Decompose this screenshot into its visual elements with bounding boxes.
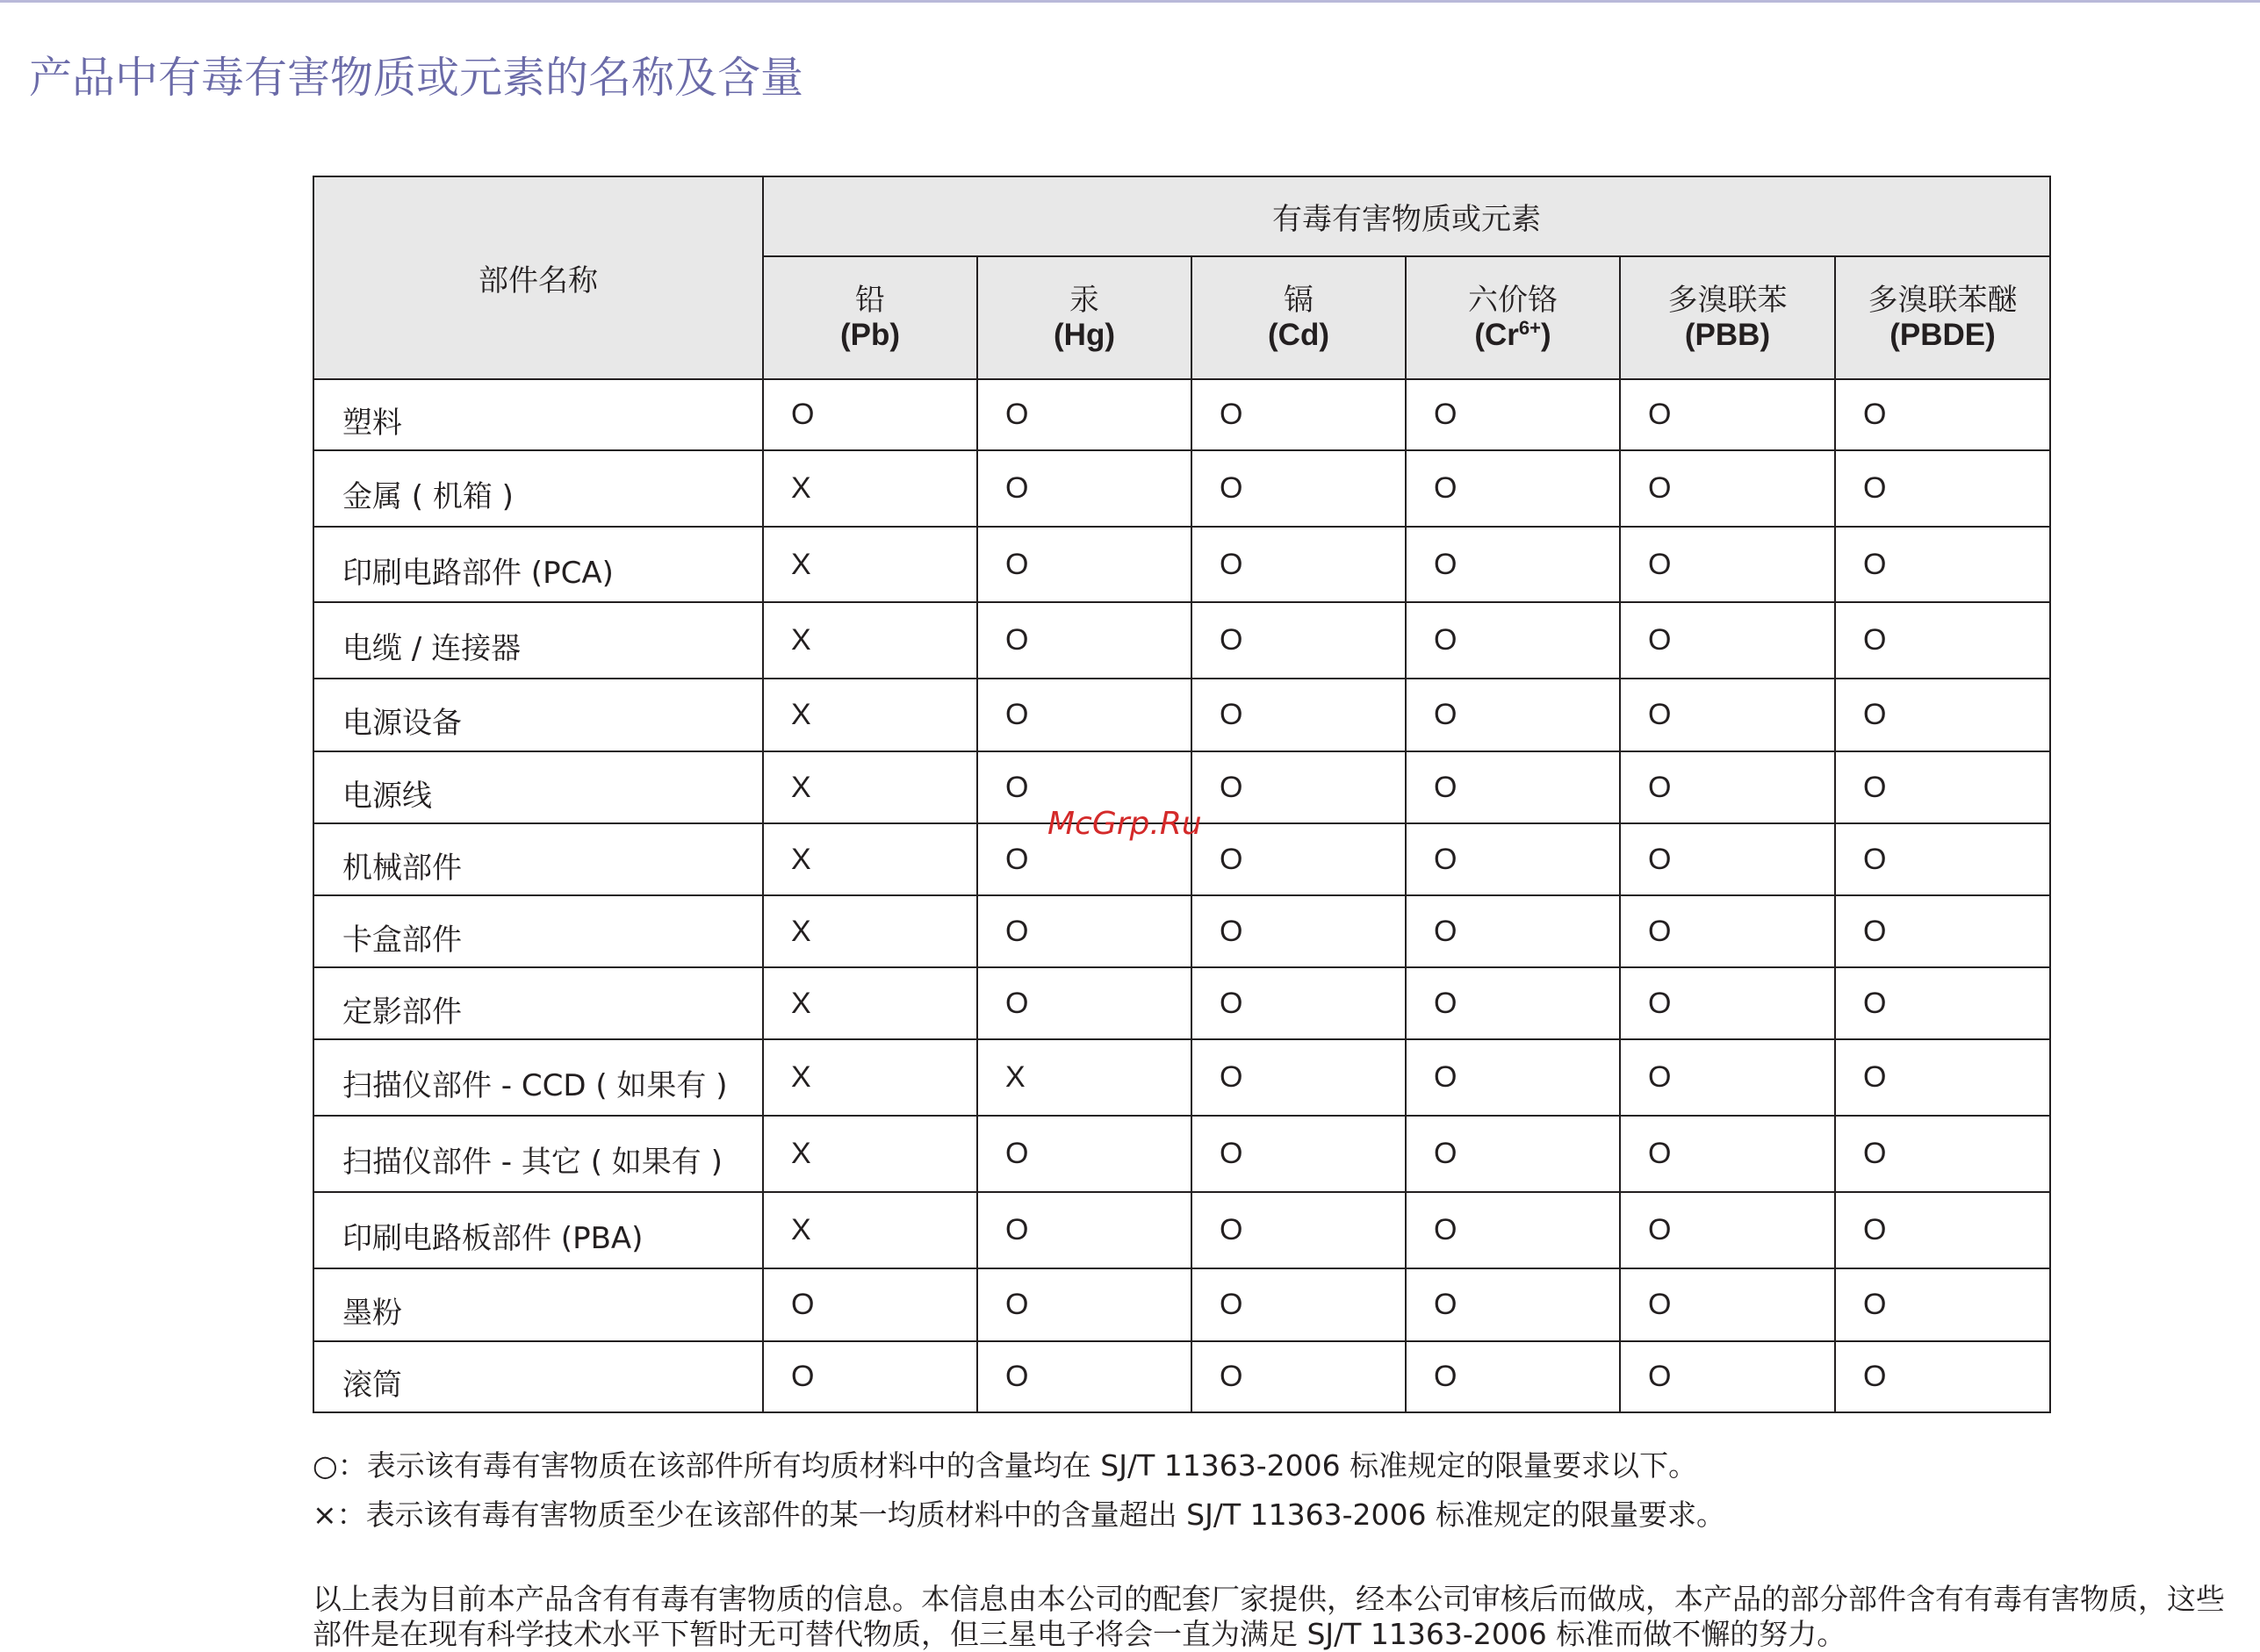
substance-symbol-text: (Cr [1474,318,1519,352]
substance-value-cell: O [977,450,1191,527]
substance-value-cell: O [1406,1341,1620,1412]
substance-name: 镉 [1284,283,1314,318]
part-name-cell: 扫描仪部件 - CCD ( 如果有 ) [313,1039,763,1116]
part-name-cell: 扫描仪部件 - 其它 ( 如果有 ) [313,1116,763,1192]
substance-value-cell: X [763,895,977,967]
substance-value-cell: X [763,1116,977,1192]
substance-value-cell: O [1191,450,1406,527]
substance-value-cell: O [1835,379,2050,450]
substance-value-cell: O [1835,751,2050,823]
substance-value-cell: O [1406,823,1620,895]
substance-value-cell: O [1191,895,1406,967]
substance-value-cell: O [1835,450,2050,527]
part-name-cell: 电源线 [313,751,763,823]
table-row [313,379,2050,450]
substance-value-cell: O [1620,1192,1835,1268]
table-body [313,379,2050,1412]
substance-value-cell: O [1620,967,1835,1039]
table-row [313,1268,2050,1341]
substance-value-cell: O [1835,527,2050,602]
disclaimer-paragraph: 以上表为目前本产品含有有毒有害物质的信息。本信息由本公司的配套厂家提供，经本公司审核后而做成，本产品的部分部件含有有毒有害物质，这些部件是在现有科学技术水平下暂时无可替代物质，但三星电子将会一直为满足 SJ/T 11363-2006 标准而做不懈的努力。 [313,1582,2225,1651]
substance-value-cell: X [763,823,977,895]
substance-symbol [1407,318,1619,353]
substance-value-cell: O [977,1268,1191,1341]
substance-value-cell: X [763,527,977,602]
substance-value-cell: O [977,679,1191,751]
table-row [313,450,2050,527]
substance-value-cell: O [1191,602,1406,679]
substance-value-cell: X [763,751,977,823]
part-name-cell: 墨粉 [313,1268,763,1341]
substance-symbol-tail: ) [1541,318,1551,352]
substance-symbol-superscript: 6+ [1518,317,1541,339]
substance-value-cell: O [977,751,1191,823]
substance-value-cell: O [1406,1116,1620,1192]
substance-name: 铅 [855,283,885,318]
substance-value-cell: O [1191,379,1406,450]
substance-symbol [1836,318,2049,353]
substance-name: 多溴联苯醚 [1868,283,2018,318]
substance-symbol-text: (Cd) [1268,318,1329,352]
table-row [313,1192,2050,1268]
substance-value-cell: O [1620,527,1835,602]
part-name-cell: 印刷电路部件 (PCA) [313,527,763,602]
part-name-cell: 塑料 [313,379,763,450]
substance-value-cell: O [1835,895,2050,967]
substance-value-cell: O [1191,1192,1406,1268]
substance-value-cell: O [977,895,1191,967]
substance-value-cell: O [1406,379,1620,450]
substance-value-cell: O [763,1268,977,1341]
table-row [313,527,2050,602]
substance-value-cell: O [977,1192,1191,1268]
substance-value-cell: O [1620,679,1835,751]
substance-value-cell: O [1191,1039,1406,1116]
substance-value-cell: O [1191,967,1406,1039]
substance-value-cell: X [763,679,977,751]
substance-header [1835,256,2050,379]
watermark-text: McGrp.Ru [1047,806,1202,842]
part-name-cell: 电缆 / 连接器 [313,602,763,679]
part-name-cell: 滚筒 [313,1341,763,1412]
substance-value-cell: O [1406,751,1620,823]
substance-name: 多溴联苯 [1667,283,1788,318]
substance-value-cell: O [1406,679,1620,751]
substance-value-cell: O [1835,679,2050,751]
part-name-cell: 机械部件 [313,823,763,895]
substance-value-cell: O [1835,1341,2050,1412]
substance-value-cell: O [1835,1039,2050,1116]
substance-header [1191,256,1406,379]
table-row [313,1039,2050,1116]
substance-value-cell: O [1835,1192,2050,1268]
table-row [313,1341,2050,1412]
substance-name: 汞 [1069,283,1099,318]
substance-symbol-text: (PBDE) [1889,318,1996,352]
table-row [313,895,2050,967]
substance-value-cell: O [1835,823,2050,895]
substance-value-cell: O [977,967,1191,1039]
substance-symbol [1621,318,1834,353]
substance-value-cell: O [1406,527,1620,602]
substance-header [763,256,977,379]
substance-value-cell: O [1406,1192,1620,1268]
substance-value-cell: O [763,379,977,450]
substance-header [1620,256,1835,379]
substance-value-cell: O [1620,602,1835,679]
table-row [313,679,2050,751]
substance-value-cell: O [1835,1116,2050,1192]
substance-symbol-text: (PBB) [1684,318,1771,352]
note-cross-legend: ×：表示该有毒有害物质至少在该部件的某一均质材料中的含量超出 SJ/T 11363-2006 标准规定的限量要求。 [313,1498,1725,1532]
substance-symbol-text: (Pb) [839,318,901,352]
table-row [313,602,2050,679]
top-rule [0,0,2260,3]
substance-value-cell: O [1835,1268,2050,1341]
substance-value-cell: O [1406,450,1620,527]
substance-value-cell: O [977,379,1191,450]
substance-symbol [1192,318,1405,353]
part-name-cell: 印刷电路板部件 (PBA) [313,1192,763,1268]
substance-value-cell: O [1191,823,1406,895]
note-circle-legend: ○：表示该有毒有害物质在该部件所有均质材料中的含量均在 SJ/T 11363-2006 标准规定的限量要求以下。 [313,1448,1698,1483]
substance-value-cell: O [977,823,1191,895]
part-name-cell: 定影部件 [313,967,763,1039]
substance-value-cell: O [1406,1268,1620,1341]
substance-value-cell: O [977,1341,1191,1412]
substance-value-cell: O [977,527,1191,602]
substance-header [977,256,1191,379]
substance-value-cell: X [763,1039,977,1116]
substance-value-cell: X [977,1039,1191,1116]
substance-value-cell: O [1620,1039,1835,1116]
table-row [313,967,2050,1039]
substance-value-cell: O [1620,823,1835,895]
part-name-header: 部件名称 [313,176,763,379]
substance-value-cell: O [1620,895,1835,967]
substance-value-cell: X [763,967,977,1039]
substance-value-cell: O [1191,1116,1406,1192]
substance-symbol-text: (Hg) [1054,318,1115,352]
substance-value-cell: O [763,1341,977,1412]
substance-value-cell: O [977,602,1191,679]
substance-value-cell: O [1406,895,1620,967]
page-title: 产品中有毒有害物质或元素的名称及含量 [29,53,804,103]
substance-value-cell: O [1620,379,1835,450]
substance-value-cell: O [1191,1268,1406,1341]
substance-value-cell: O [1191,1341,1406,1412]
substance-value-cell: O [1191,527,1406,602]
substance-value-cell: X [763,450,977,527]
part-name-cell: 金属 ( 机箱 ) [313,450,763,527]
part-name-cell: 卡盒部件 [313,895,763,967]
table-row [313,1116,2050,1192]
substance-symbol [764,318,976,353]
substance-value-cell: O [1620,1341,1835,1412]
substance-symbol [978,318,1191,353]
substance-value-cell: O [1835,602,2050,679]
substance-value-cell: X [763,602,977,679]
hazardous-substances-table [313,176,2051,1413]
substance-value-cell: O [1406,602,1620,679]
substance-value-cell: O [1406,1039,1620,1116]
substance-value-cell: O [977,1116,1191,1192]
substance-value-cell: O [1835,967,2050,1039]
substance-value-cell: O [1620,1268,1835,1341]
substance-value-cell: O [1620,450,1835,527]
substance-value-cell: O [1191,751,1406,823]
part-name-cell: 电源设备 [313,679,763,751]
substance-value-cell: X [763,1192,977,1268]
substances-group-header: 有毒有害物质或元素 [763,176,2050,256]
substance-value-cell: O [1191,679,1406,751]
substance-name: 六价铬 [1468,283,1558,318]
substance-header [1406,256,1620,379]
substance-value-cell: O [1620,1116,1835,1192]
substance-value-cell: O [1620,751,1835,823]
substance-value-cell: O [1406,967,1620,1039]
